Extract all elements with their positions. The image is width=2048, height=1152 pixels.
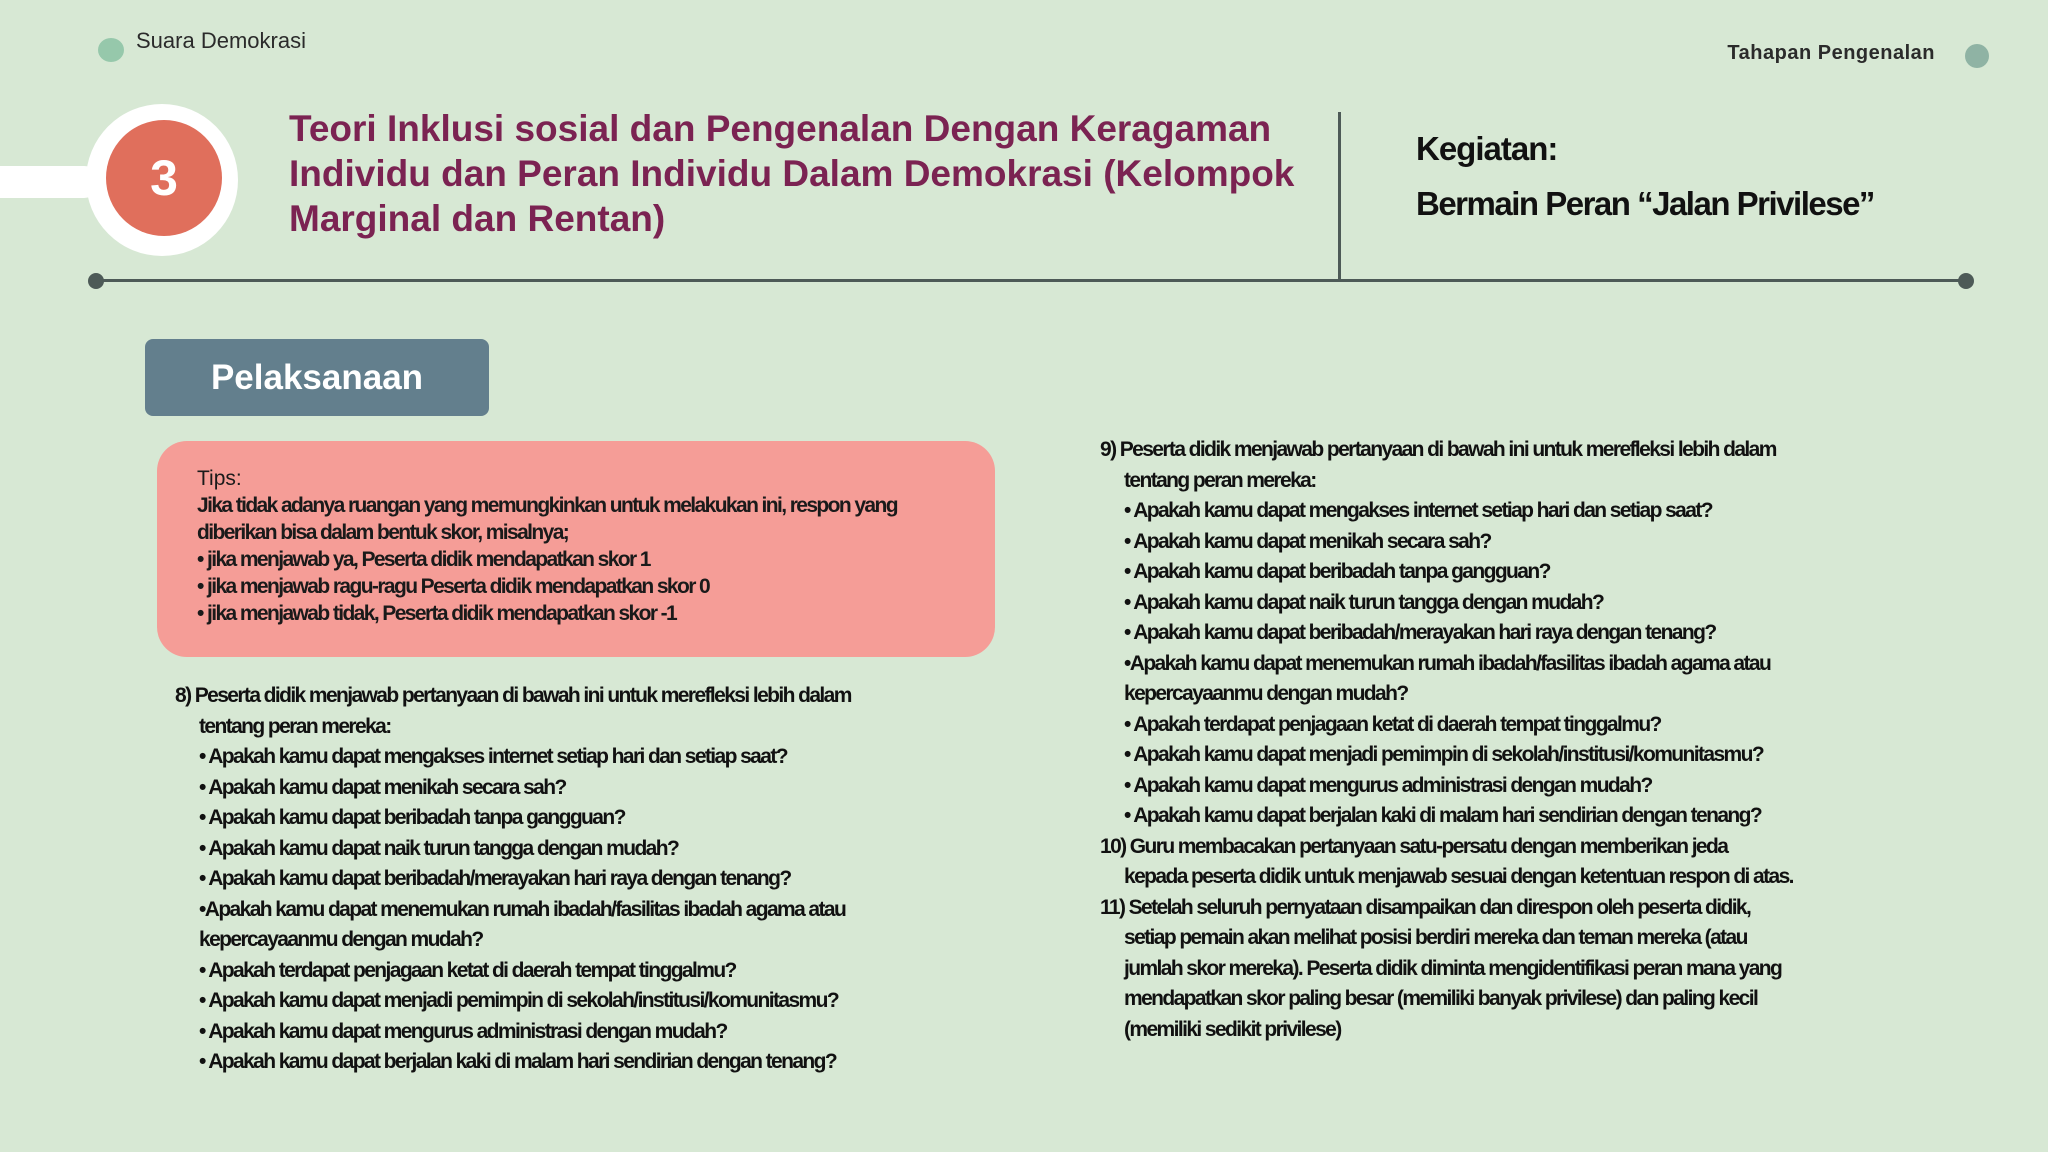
step-11: 11) Setelah seluruh pernyataan disampaikan dan direspon oleh peserta didik, xyxy=(1100,895,1751,919)
step-9-lead: 9) Peserta didik menjawab pertanyaan di bawah ini untuk merefleksi lebih dalam xyxy=(1100,438,1776,461)
tips-item: • jika menjawab ragu-ragu Peserta didik mendapatkan skor 0 xyxy=(197,575,710,598)
step-8-lead-cont: tentang peran mereka: xyxy=(199,714,391,738)
tips-item: • jika menjawab tidak, Peserta didik mendapatkan skor -1 xyxy=(197,602,677,625)
section-heading: Pelaksanaan xyxy=(145,339,489,416)
activity-value: Bermain Peran “Jalan Privilese” xyxy=(1416,185,1874,222)
question-item: • Apakah kamu dapat beribadah tanpa gangguan? xyxy=(1124,560,1550,583)
stage-label: Tahapan Pengenalan xyxy=(1727,42,1935,64)
question-item: • Apakah kamu dapat menikah secara sah? xyxy=(1124,529,1491,553)
step-10-cont: kepada peserta didik untuk menjawab sesuai dengan ketentuan respon di atas. xyxy=(1124,865,1793,888)
step-11-cont: setiap pemain akan melihat posisi berdiri mereka dan teman mereka (atau xyxy=(1124,926,1747,949)
activity-label: Kegiatan: xyxy=(1416,130,1558,167)
tips-item: • jika menjawab ya, Peserta didik mendapatkan skor 1 xyxy=(197,548,650,571)
question-item-cont: kepercayaanmu dengan mudah? xyxy=(1124,682,1408,705)
question-item: • Apakah kamu dapat beribadah/merayakan hari raya dengan tenang? xyxy=(199,867,791,890)
question-item: •Apakah kamu dapat menemukan rumah ibadah/fasilitas ibadah agama atau xyxy=(1124,651,1771,675)
stage-dot-icon xyxy=(1965,44,1989,68)
step-number-badge: 3 xyxy=(106,120,222,236)
question-item: • Apakah kamu dapat mengurus administrasi dengan mudah? xyxy=(199,1019,727,1043)
question-item: • Apakah kamu dapat berjalan kaki di malam hari sendirian dengan tenang? xyxy=(1124,804,1762,827)
step-8-list xyxy=(175,681,975,1078)
question-item-cont: kepercayaanmu dengan mudah? xyxy=(199,928,483,951)
question-item: • Apakah kamu dapat naik turun tangga dengan mudah? xyxy=(199,836,679,860)
question-item: • Apakah kamu dapat mengurus administrasi dengan mudah? xyxy=(1124,773,1652,797)
step-8-lead: 8) Peserta didik menjawab pertanyaan di bawah ini untuk merefleksi lebih dalam xyxy=(175,684,851,707)
step-9-lead-cont: tentang peran mereka: xyxy=(1124,468,1316,492)
question-item: • Apakah kamu dapat menjadi pemimpin di sekolah/institusi/komunitasmu? xyxy=(199,989,839,1012)
badge-connector xyxy=(0,166,100,198)
question-item: • Apakah terdapat penjagaan ketat di daerah tempat tinggalmu? xyxy=(1124,712,1661,736)
tips-box xyxy=(157,441,995,657)
step-11-cont: (memiliki sedikit privilese) xyxy=(1124,1017,1341,1041)
rule-endpoint-right-icon xyxy=(1958,273,1974,289)
question-item: • Apakah kamu dapat menikah secara sah? xyxy=(199,775,566,799)
question-item: • Apakah kamu dapat mengakses internet setiap hari dan setiap saat? xyxy=(199,745,787,768)
question-item: • Apakah kamu dapat berjalan kaki di malam hari sendirian dengan tenang? xyxy=(199,1050,837,1073)
question-item: • Apakah terdapat penjagaan ketat di daerah tempat tinggalmu? xyxy=(199,958,736,982)
step-10: 10) Guru membacakan pertanyaan satu-persatu dengan memberikan jeda xyxy=(1100,834,1728,858)
step-11-cont: jumlah skor mereka). Peserta didik diminta mengidentifikasi peran mana yang xyxy=(1124,956,1782,980)
page-title: Teori Inklusi sosial dan Pengenalan Dengan Keragaman Individu dan Peran Individu Dalam Demokrasi (Kelompok Marginal dan Rentan) xyxy=(289,108,1295,239)
header-divider xyxy=(1338,112,1341,280)
header-rule xyxy=(96,279,1968,282)
brand-name: Suara Demokrasi xyxy=(136,28,306,53)
question-item: •Apakah kamu dapat menemukan rumah ibadah/fasilitas ibadah agama atau xyxy=(199,897,846,921)
question-item: • Apakah kamu dapat menjadi pemimpin di sekolah/institusi/komunitasmu? xyxy=(1124,743,1764,766)
question-item: • Apakah kamu dapat naik turun tangga dengan mudah? xyxy=(1124,590,1604,614)
steps-9-11-list xyxy=(1100,435,2000,1045)
tips-intro: Jika tidak adanya ruangan yang memungkinkan untuk melakukan ini, respon yang diberikan bisa dalam bentuk skor, misalnya; xyxy=(197,494,897,544)
brand-dot-icon xyxy=(98,38,124,62)
step-11-cont: mendapatkan skor paling besar (memiliki banyak privilese) dan paling kecil xyxy=(1124,987,1758,1010)
question-item: • Apakah kamu dapat beribadah tanpa gangguan? xyxy=(199,806,625,829)
rule-endpoint-left-icon xyxy=(88,273,104,289)
question-item: • Apakah kamu dapat mengakses internet setiap hari dan setiap saat? xyxy=(1124,499,1712,522)
tips-heading: Tips: xyxy=(197,467,242,490)
question-item: • Apakah kamu dapat beribadah/merayakan hari raya dengan tenang? xyxy=(1124,621,1716,644)
